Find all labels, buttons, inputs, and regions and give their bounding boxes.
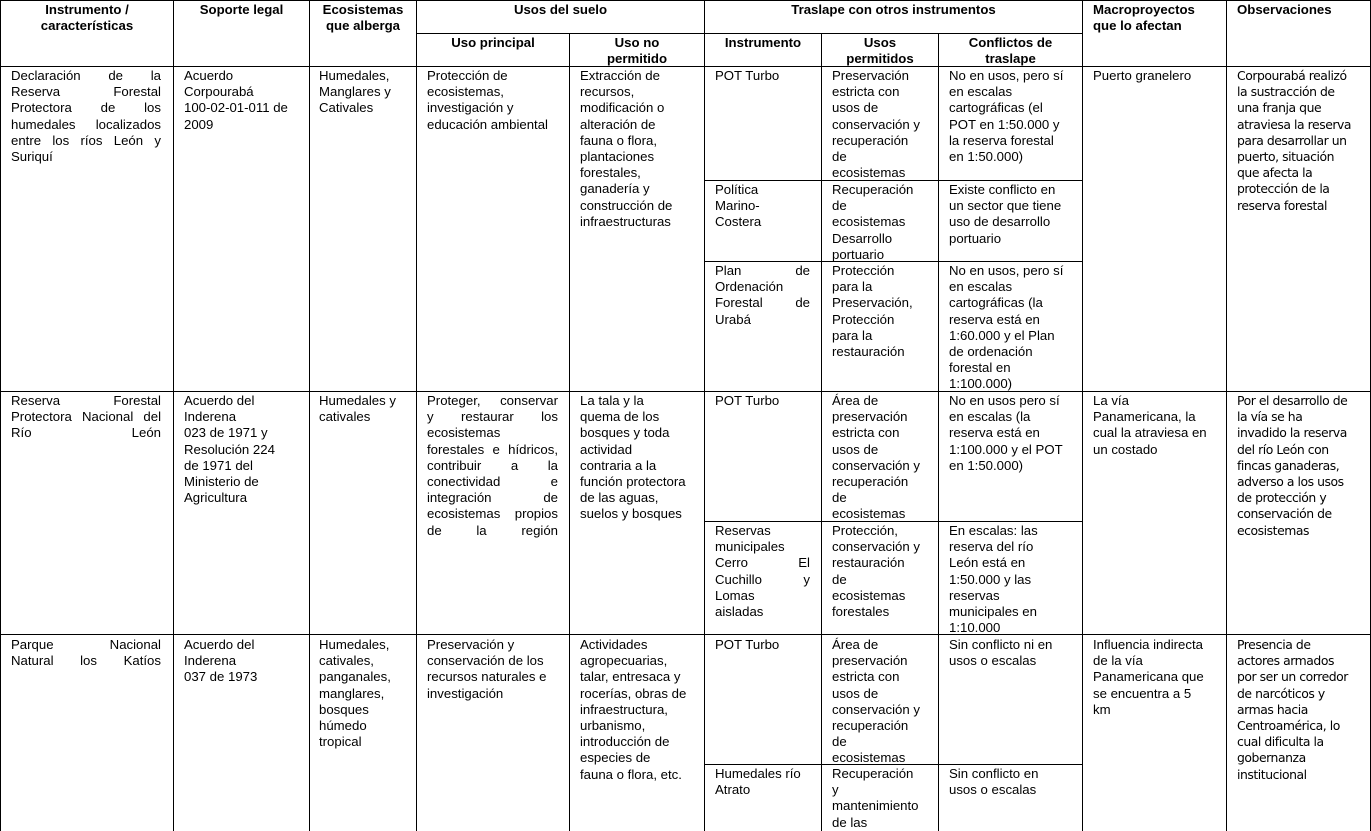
row2-observaciones: Por el desarrollo de la vía se ha invadido la reserva del río León con fincas ganaderas, adverso a los usos de protección y conservación de ecosistemas xyxy=(1237,393,1348,538)
grid-line xyxy=(938,33,939,831)
grid-line xyxy=(1226,0,1227,831)
row3-traslape2-conflictos: Sin conflicto en usos o escalas xyxy=(949,766,1039,798)
row3-uso-no-permitido: Actividades agropecuarias, talar, entresaca y rocerías, obras de infraestructura, urbanismo, introducción de especies de fauna o flora, etc. xyxy=(580,637,687,782)
row1-traslape1-instrumento: POT Turbo xyxy=(715,68,780,83)
row2-traslape2-usos: Protección, conservación y restauración de ecosistemas forestales xyxy=(832,523,920,620)
header-usos-suelo: Usos del suelo xyxy=(513,2,608,17)
header-usos-permitidos: Usos permitidos xyxy=(846,35,914,66)
row1-uso-no-permitido: Extracción de recursos, modificación o alteración de fauna o flora, plantaciones forestales, ganadería y construcción de infraestructuras xyxy=(580,68,673,229)
row3-traslape2-instrumento: Humedales río Atrato xyxy=(715,766,801,798)
grid-line xyxy=(0,634,1371,635)
row2-soporte-legal: Acuerdo del Inderena 023 de 1971 y Resolución 224 de 1971 del Ministerio de Agricultura xyxy=(184,393,275,506)
row3-traslape2-usos: Recuperación y mantenimiento de las xyxy=(832,766,919,830)
row1-instrumento: Declaración de la Reserva Forestal Protectora de los humedales localizados entre los ríos León y Suriquí xyxy=(11,68,161,165)
header-macroproyectos: Macroproyectos que lo afectan xyxy=(1093,2,1195,33)
row3-traslape1-conflictos: Sin conflicto ni en usos o escalas xyxy=(949,637,1053,669)
row3-macroproyectos: Influencia indirecta de la vía Panamericana que se encuentra a 5 km xyxy=(1093,637,1204,717)
grid-line xyxy=(0,391,1371,392)
row1-traslape3-conflictos: No en usos, pero sí en escalas cartográficas (la reserva está en 1:60.000 y el Plan de ordenación forestal en 1:100.000) xyxy=(949,263,1064,392)
row3-instrumento: Parque Nacional Natural los Katíos xyxy=(11,637,161,669)
header-ecosistemas: Ecosistemas que alberga xyxy=(322,2,404,33)
header-conflictos: Conflictos de traslape xyxy=(968,35,1053,66)
row1-traslape3-instrumento: Plan de Ordenación Forestal de Urabá xyxy=(715,263,810,327)
grid-line xyxy=(821,33,822,831)
header-observaciones: Observaciones xyxy=(1237,2,1332,17)
grid-line xyxy=(309,0,310,831)
header-soporte-legal: Soporte legal xyxy=(199,2,284,17)
grid-line xyxy=(173,0,174,831)
row3-traslape1-usos: Área de preservación estricta con usos de conservación y recuperación de ecosistemas xyxy=(832,637,920,766)
row2-instrumento: Reserva Forestal Protectora Nacional del Río León xyxy=(11,393,161,441)
row2-traslape1-usos: Área de preservación estricta con usos de conservación y recuperación de ecosistemas xyxy=(832,393,920,522)
grid-line xyxy=(569,33,570,831)
row2-traslape1-conflictos: No en usos pero sí en escalas (la reserva está en 1:100.000 y el POT en 1:50.000) xyxy=(949,393,1063,473)
header-uso-no-permitido: Uso no permitido xyxy=(606,35,668,66)
row2-ecosistemas: Humedales y cativales xyxy=(319,393,396,425)
grid-line xyxy=(1082,0,1083,831)
row1-macroproyectos: Puerto granelero xyxy=(1093,68,1192,83)
row1-traslape3-usos: Protección para la Preservación, Protección para la restauración xyxy=(832,263,913,360)
header-traslape-instrumento: Instrumento xyxy=(724,35,802,50)
row2-traslape2-instrumento: Reservas municipales Cerro El Cuchillo y Lomas aisladas xyxy=(715,523,810,620)
row3-ecosistemas: Humedales, cativales, panganales, manglares, bosques húmedo tropical xyxy=(319,637,391,750)
row2-uso-principal: Proteger, conservar y restaurar los ecosistemas forestales e hídricos, contribuir a la conectividad e integración de ecosistemas propios de la región xyxy=(427,393,558,538)
row1-traslape1-conflictos: No en usos, pero sí en escalas cartográficas (el POT en 1:50.000 y la reserva forestal en 1:50.000) xyxy=(949,68,1064,165)
row1-ecosistemas: Humedales, Manglares y Cativales xyxy=(319,68,391,116)
row2-uso-no-permitido: La tala y la quema de los bosques y toda actividad contraria a la función protectora de las aguas, suelos y bosques xyxy=(580,393,686,522)
row3-uso-principal: Preservación y conservación de los recursos naturales e investigación xyxy=(427,637,547,701)
row1-traslape2-usos: Recuperación de ecosistemas Desarrollo portuario xyxy=(832,182,914,262)
row1-traslape2-instrumento: Política Marino- Costera xyxy=(715,182,762,230)
header-traslape: Traslape con otros instrumentos xyxy=(791,2,996,17)
row1-observaciones: Corpourabá realizó la sustracción de una franja que atraviesa la reserva para desarrollar un puerto, situación que afecta la protección de la reserva forestal xyxy=(1237,68,1352,213)
grid-line xyxy=(416,0,417,831)
row3-soporte-legal: Acuerdo del Inderena 037 de 1973 xyxy=(184,637,258,685)
row2-traslape1-instrumento: POT Turbo xyxy=(715,393,780,408)
row1-uso-principal: Protección de ecosistemas, investigación y educación ambiental xyxy=(427,68,548,132)
header-uso-principal: Uso principal xyxy=(451,35,535,50)
grid-line xyxy=(0,0,1371,1)
grid-line xyxy=(0,0,1,831)
row3-traslape1-instrumento: POT Turbo xyxy=(715,637,780,652)
row2-traslape2-conflictos: En escalas: las reserva del río León está en 1:50.000 y las reservas municipales en 1:10.000 xyxy=(949,523,1038,636)
row3-observaciones: Presencia de actores armados por ser un corredor de narcóticos y armas hacia Centroamérica, lo cual dificulta la gobernanza institucional xyxy=(1237,637,1348,782)
row1-traslape1-usos: Preservación estricta con usos de conservación y recuperación de ecosistemas xyxy=(832,68,920,181)
row1-soporte-legal: Acuerdo Corpourabá 100-02-01-011 de 2009 xyxy=(184,68,288,132)
row1-traslape2-conflictos: Existe conflicto en un sector que tiene uso de desarrollo portuario xyxy=(949,182,1062,246)
header-instrumento: Instrumento / características xyxy=(40,2,134,33)
row2-macroproyectos: La vía Panamericana, la cual la atraviesa en un costado xyxy=(1093,393,1207,457)
grid-line xyxy=(0,66,1371,67)
grid-line xyxy=(704,0,705,831)
grid-line xyxy=(416,33,1082,34)
